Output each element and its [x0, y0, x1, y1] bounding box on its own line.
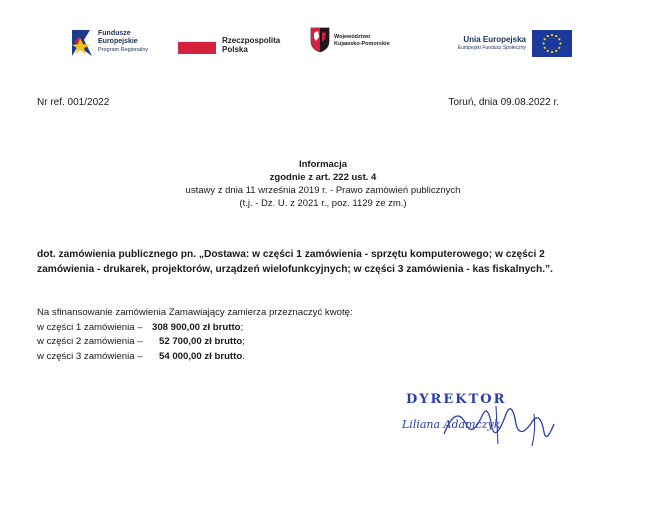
- polish-flag-icon: [178, 42, 216, 54]
- wk-line1: Województwo: [334, 34, 371, 40]
- heading-act: ustawy z dnia 11 września 2019 r. - Prawo zamówień publicznych: [185, 185, 461, 196]
- eu-flag-icon: [532, 30, 572, 57]
- signature-title: DYREKTOR: [406, 392, 507, 407]
- ue-line1: Unia Europejska: [463, 35, 526, 44]
- reference-number: Nr ref. 001/2022: [37, 97, 110, 108]
- wk-line2: Kujawsko-Pomorskie: [334, 40, 390, 47]
- amount-end: ;: [240, 321, 244, 333]
- ue-logo-text: [422, 35, 526, 53]
- subject-paragraph: dot. zamówienia publicznego pn. „Dostawa: w części 1 zamówienia - sprzętu komputerowego; w części 2 zamówienia - drukarek, projektorów, urządzeń wielofunkcyjnych; w części 3 zamówienia - kas fiskalnych.”.: [37, 249, 553, 275]
- fe-star-icon: [70, 26, 94, 60]
- logo-bar: [70, 24, 550, 64]
- amount-value: 54 000,00 zł brutto: [159, 350, 243, 362]
- heading-article: zgodnie z art. 222 ust. 4: [269, 172, 377, 183]
- heading-title: Informacja: [298, 159, 348, 170]
- rp-logo-text: [222, 36, 302, 54]
- fe-line2: Europejskie: [98, 38, 138, 45]
- fe-line3: Program Regionalny: [98, 47, 149, 53]
- coat-of-arms-icon: [310, 27, 330, 53]
- wk-logo-text: [334, 34, 424, 47]
- signature-stamp: [396, 390, 566, 450]
- rp-line2: Polska: [222, 45, 248, 54]
- amount-label: w części 3 zamówienia –: [37, 350, 143, 362]
- document-heading: [0, 158, 646, 210]
- heading-journal: (t.j. - Dz. U. z 2021 r., poz. 1129 ze zm.): [239, 198, 407, 209]
- signature-name: Liliana Adamczyk: [402, 418, 501, 431]
- amount-end: ;: [242, 336, 245, 347]
- handwritten-signature-icon: [436, 394, 566, 450]
- ue-line2: Europejski Fundusz Społeczny: [457, 45, 526, 51]
- amount-row-3: [37, 350, 353, 365]
- amounts-section: [37, 306, 353, 364]
- amount-end: .: [242, 350, 245, 362]
- fe-line1: Fundusze: [98, 30, 131, 37]
- rp-line1: Rzeczpospolita: [222, 36, 281, 45]
- amount-value: 52 700,00 zł brutto: [159, 336, 243, 347]
- amount-value: 308 900,00 zł brutto: [152, 321, 241, 333]
- amount-row-1: [37, 321, 353, 336]
- amount-label: w części 2 zamówienia –: [37, 336, 143, 347]
- place-and-date: Toruń, dnia 09.08.2022 r.: [448, 97, 559, 108]
- fe-logo-text: [98, 30, 178, 54]
- amount-row-2: [37, 335, 353, 350]
- amount-label: w części 1 zamówienia –: [37, 321, 143, 333]
- amounts-intro: Na sfinansowanie zamówienia Zamawiający zamierza przeznaczyć kwotę:: [37, 307, 353, 318]
